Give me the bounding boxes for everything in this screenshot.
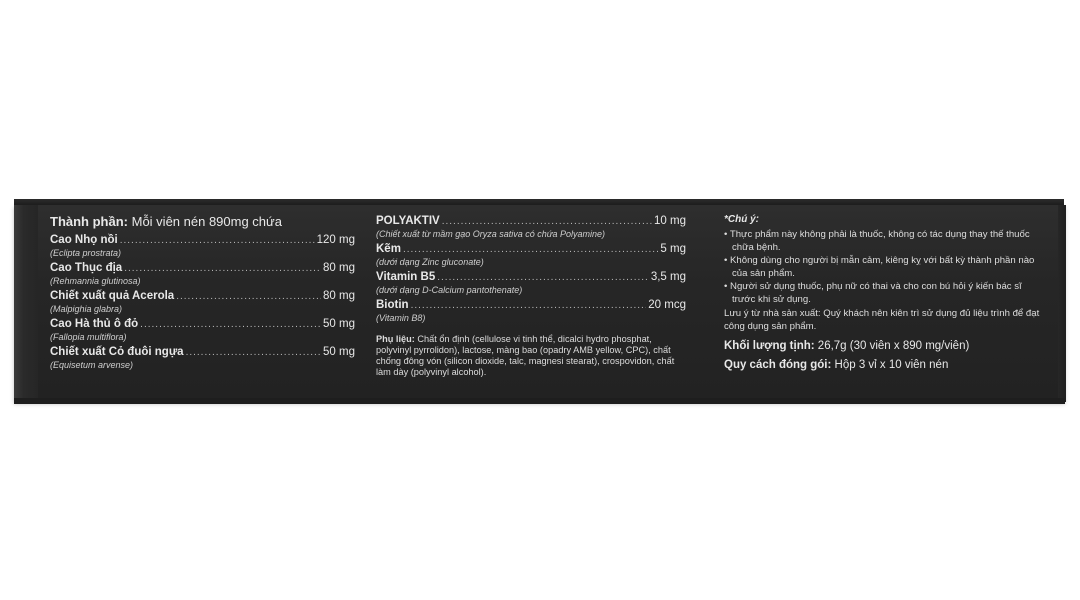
active-amount: 5 mg <box>660 243 686 255</box>
notes-title: *Chú ý: <box>724 214 759 225</box>
packaging-value: Hộp 3 vỉ x 10 viên nén <box>834 359 949 371</box>
ingredient-amount: 120 mg <box>316 234 355 246</box>
box-bottom-edge <box>14 398 1065 404</box>
packaging-label: Quy cách đóng gói: <box>724 359 832 371</box>
notes-column <box>724 214 1040 373</box>
ingredient-row <box>50 261 355 276</box>
active-description: (dưới dạng Zinc gluconate) <box>376 257 484 267</box>
note-bullet: • Người sử dụng thuốc, phụ nữ có thai và cho con bú hỏi ý kiến bác sĩ trước khi sử dụng. <box>724 280 1040 306</box>
ingredient-amount: 50 mg <box>323 318 355 330</box>
net-weight <box>724 338 1040 354</box>
ingredient-description: (Equisetum arvense) <box>50 360 134 370</box>
box-right-edge <box>1058 205 1066 402</box>
box-left-edge <box>14 205 38 402</box>
actives-column <box>376 214 686 378</box>
composition-label: Thành phần: <box>50 214 128 229</box>
composition-heading <box>50 214 355 229</box>
ingredient-amount: 50 mg <box>323 346 355 358</box>
active-name: Biotin <box>376 299 409 311</box>
ingredient-row <box>50 289 355 304</box>
composition-column <box>50 214 355 373</box>
leader-dots <box>176 289 321 304</box>
ingredient-description: (Fallopia multiflora) <box>50 332 127 342</box>
active-row <box>376 298 686 313</box>
manufacturer-note: Lưu ý từ nhà sản xuất: Quý khách nên kiên trì sử dụng đủ liệu trình để đạt công dụng sản phẩm. <box>724 308 1040 332</box>
active-description: (Chiết xuất từ mầm gạo Oryza sativa có chứa Polyamine) <box>376 229 605 239</box>
ingredient-name: Cao Hà thủ ô đỏ <box>50 318 139 330</box>
active-amount: 10 mg <box>654 215 686 227</box>
ingredient-row <box>50 317 355 332</box>
leader-dots <box>437 270 649 285</box>
notes-bullets <box>724 228 1040 306</box>
note-bullet: • Thực phẩm này không phải là thuốc, không có tác dụng thay thế thuốc chữa bệnh. <box>724 228 1040 254</box>
net-weight-value: 26,7g (30 viên x 890 mg/viên) <box>817 340 970 352</box>
active-row <box>376 242 686 257</box>
ingredient-amount: 80 mg <box>323 290 355 302</box>
leader-dots <box>120 233 315 248</box>
note-bullet: • Không dùng cho người bị mẫn cảm, kiêng kỵ với bất kỳ thành phần nào của sản phẩm. <box>724 254 1040 280</box>
composition-text: Mỗi viên nén 890mg chứa <box>131 214 282 229</box>
active-description: (Vitamin B8) <box>376 313 426 323</box>
ingredient-row <box>50 345 355 360</box>
excipients-label: Phụ liệu: <box>376 334 415 344</box>
leader-dots <box>442 214 652 229</box>
active-name: POLYAKTIV <box>376 215 440 227</box>
ingredient-name: Cao Nhọ nồi <box>50 234 118 246</box>
ingredient-description: (Rehmannia glutinosa) <box>50 276 141 286</box>
ingredient-name: Chiết xuất quả Acerola <box>50 290 175 302</box>
leader-dots <box>124 261 321 276</box>
leader-dots <box>186 345 321 360</box>
active-description: (dưới dạng D-Calcium pantothenate) <box>376 285 523 295</box>
ingredient-row <box>50 233 355 248</box>
active-amount: 3,5 mg <box>650 271 686 283</box>
ingredient-amount: 80 mg <box>323 262 355 274</box>
leader-dots <box>403 242 658 257</box>
ingredient-name: Chiết xuất Cỏ đuôi ngựa <box>50 346 184 358</box>
excipients <box>376 334 686 378</box>
active-row <box>376 270 686 285</box>
ingredient-description: (Eclipta prostrata) <box>50 248 122 258</box>
active-row <box>376 214 686 229</box>
net-weight-label: Khối lượng tịnh: <box>724 340 815 352</box>
composition-list <box>50 233 355 371</box>
active-amount: 20 mcg <box>648 299 686 311</box>
packaging <box>724 357 1040 373</box>
active-name: Kẽm <box>376 243 401 255</box>
active-name: Vitamin B5 <box>376 271 436 283</box>
ingredient-name: Cao Thục địa <box>50 262 123 274</box>
ingredient-description: (Malpighia glabra) <box>50 304 123 314</box>
excipients-text: Chất ổn định (cellulose vi tinh thể, dicalci hydro phosphat, polyvinyl pyrrolidon), lactose, màng bao (opadry AMB yellow, CPC), chất chống đông vón (silicon dioxide, talc, magnesi stearat), crospovidon, chất làm dày (polyvinyl alcohol). <box>376 334 675 377</box>
leader-dots <box>140 317 321 332</box>
leader-dots <box>411 298 647 313</box>
actives-list <box>376 214 686 324</box>
